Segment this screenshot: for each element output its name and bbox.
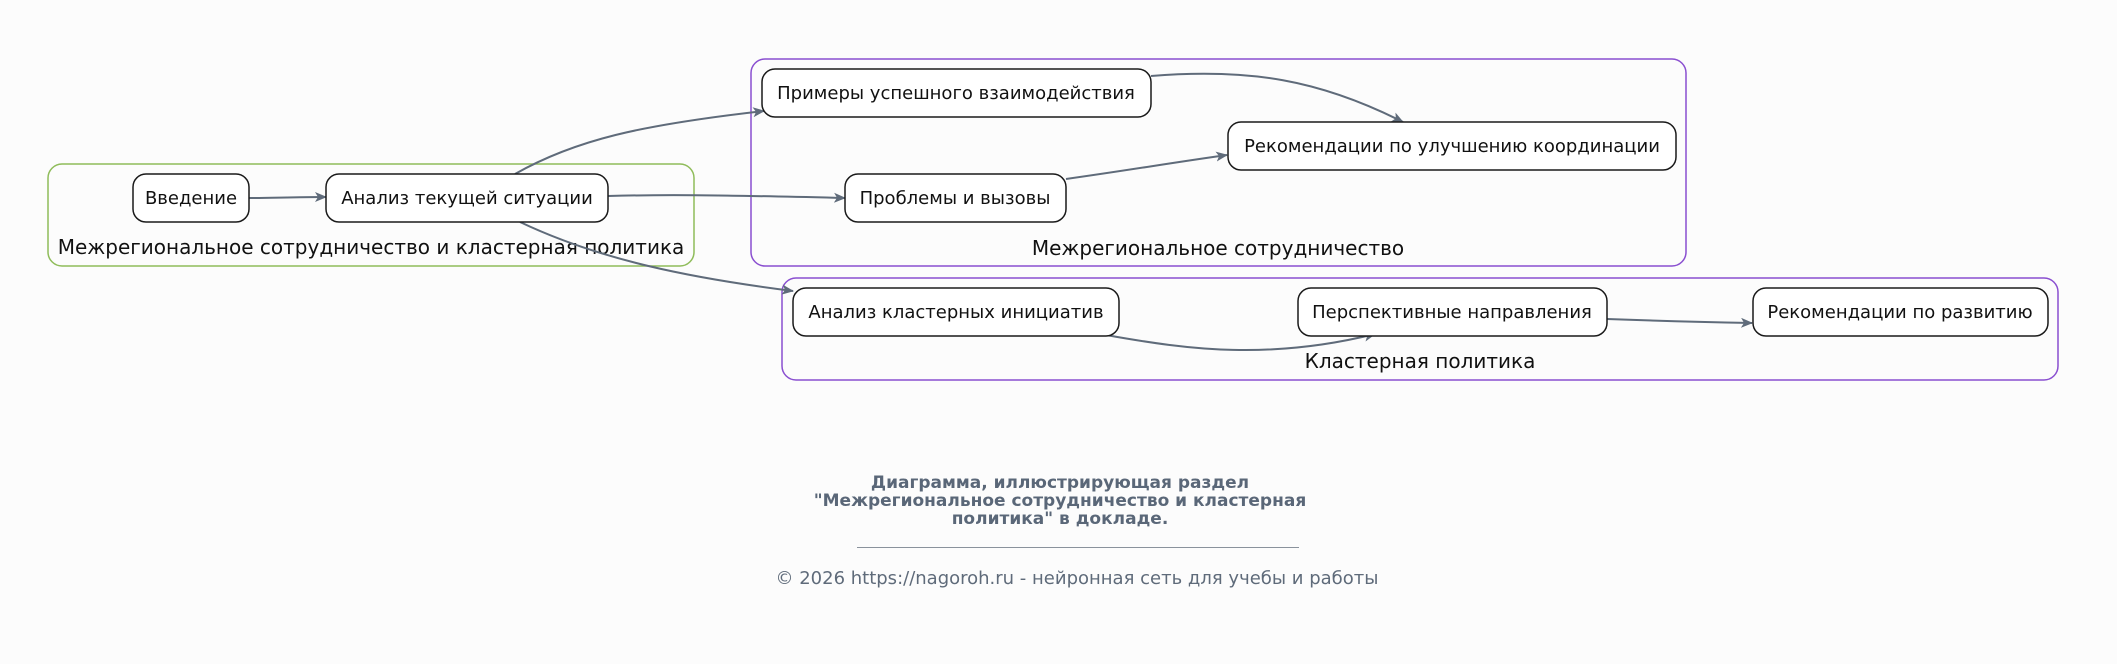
node-recommend-coord-label: Рекомендации по улучшению координации — [1244, 136, 1660, 157]
node-recommend-coord — [1228, 122, 1676, 170]
node-examples-label: Примеры успешного взаимодействия — [777, 83, 1135, 104]
node-examples — [762, 69, 1151, 117]
edge-prospects-to-recommend-dev — [1607, 319, 1752, 323]
cluster-policy-label: Кластерная политика — [1304, 349, 1536, 373]
caption-line-2: "Межрегиональное сотрудничество и кластерная — [813, 491, 1307, 511]
cluster-interregional-label: Межрегиональное сотрудничество — [1031, 236, 1405, 260]
node-recommend-dev — [1753, 288, 2048, 336]
node-problems — [845, 174, 1066, 222]
cluster-main-label: Межрегиональное сотрудничество и кластерная политика — [57, 235, 685, 259]
caption-line-3: политика" в докладе. — [951, 509, 1169, 529]
edge-analysis-to-problems — [608, 195, 845, 198]
node-prospects-label: Перспективные направления — [1312, 302, 1592, 323]
node-cluster-analysis-label: Анализ кластерных инициатив — [808, 302, 1104, 323]
node-intro — [133, 174, 249, 222]
node-intro-label: Введение — [144, 188, 238, 209]
node-prospects — [1298, 288, 1607, 336]
footer-copyright: © 2026 https://nagoroh.ru - нейронная сеть для учебы и работы — [775, 568, 1379, 589]
node-recommend-dev-label: Рекомендации по развитию — [1767, 302, 2033, 323]
node-analysis — [326, 174, 608, 222]
edge-intro-to-analysis — [249, 197, 326, 198]
edge-examples-to-recommend-coord — [1151, 74, 1403, 122]
node-cluster-analysis — [793, 288, 1119, 336]
caption-line-1: Диаграмма, иллюстрирующая раздел — [870, 473, 1250, 493]
caption-divider — [857, 547, 1299, 548]
edge-problems-to-recommend-coord — [1066, 155, 1227, 179]
node-analysis-label: Анализ текущей ситуации — [341, 188, 593, 209]
diagram-caption — [740, 474, 1380, 528]
node-problems-label: Проблемы и вызовы — [859, 188, 1051, 209]
